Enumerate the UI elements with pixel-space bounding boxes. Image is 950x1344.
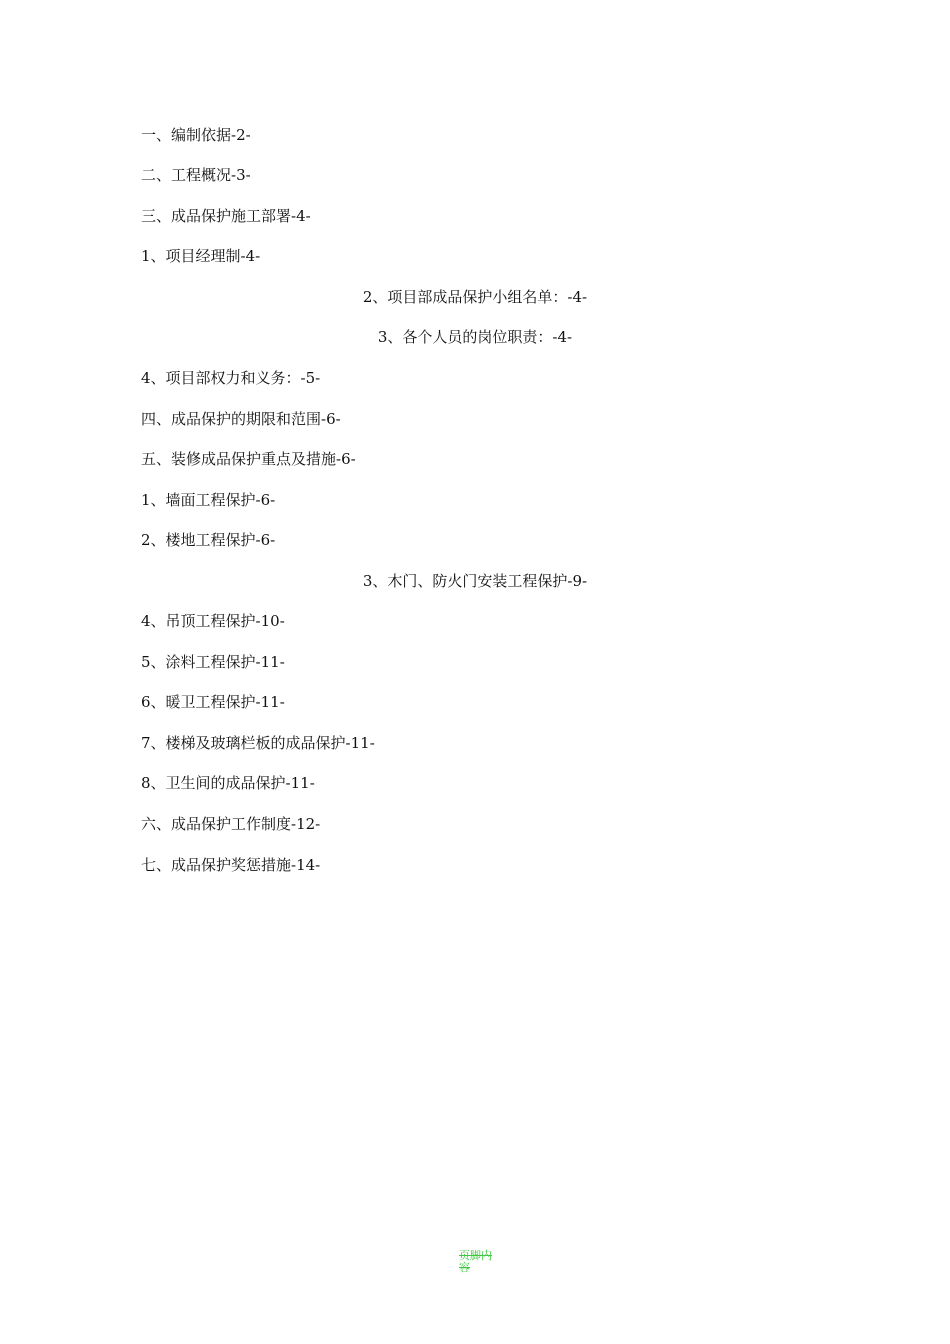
toc-item-5-4[interactable]: 4、吊顶工程保护-10- (141, 612, 285, 630)
toc-item-3-4[interactable]: 4、项目部权力和义务：-5- (141, 369, 321, 387)
toc-item-5-7[interactable]: 7、楼梯及玻璃栏板的成品保护-11- (141, 734, 375, 752)
toc-item-5-1[interactable]: 1、墙面工程保护-6- (141, 491, 276, 509)
toc-item-5-5[interactable]: 5、涂料工程保护-11- (141, 653, 285, 671)
toc-item-5-8[interactable]: 8、卫生间的成品保护-11- (141, 774, 315, 792)
toc-item-4[interactable]: 四、成品保护的期限和范围-6- (141, 410, 341, 428)
toc-item-1[interactable]: 一、编制依据-2- (141, 126, 251, 144)
toc-item-6[interactable]: 六、成品保护工作制度-12- (141, 815, 321, 833)
toc-item-7[interactable]: 七、成品保护奖惩措施-14- (141, 856, 321, 874)
page-footer: 页脚内容 (459, 1249, 492, 1274)
toc-item-5-2[interactable]: 2、楼地工程保护-6- (141, 531, 276, 549)
toc-item-3-1[interactable]: 1、项目经理制-4- (141, 247, 261, 265)
toc-item-5[interactable]: 五、装修成品保护重点及措施-6- (141, 450, 356, 468)
toc-item-3[interactable]: 三、成品保护施工部署-4- (141, 207, 311, 225)
toc-item-2[interactable]: 二、工程概况-3- (141, 166, 251, 184)
toc-item-5-3[interactable]: 3、木门、防火门安装工程保护-9- (362, 572, 588, 590)
toc-item-3-2[interactable]: 2、项目部成品保护小组名单：-4- (362, 288, 588, 306)
toc-item-5-6[interactable]: 6、暖卫工程保护-11- (141, 693, 285, 711)
toc-item-3-3[interactable]: 3、各个人员的岗位职责：-4- (377, 328, 573, 346)
